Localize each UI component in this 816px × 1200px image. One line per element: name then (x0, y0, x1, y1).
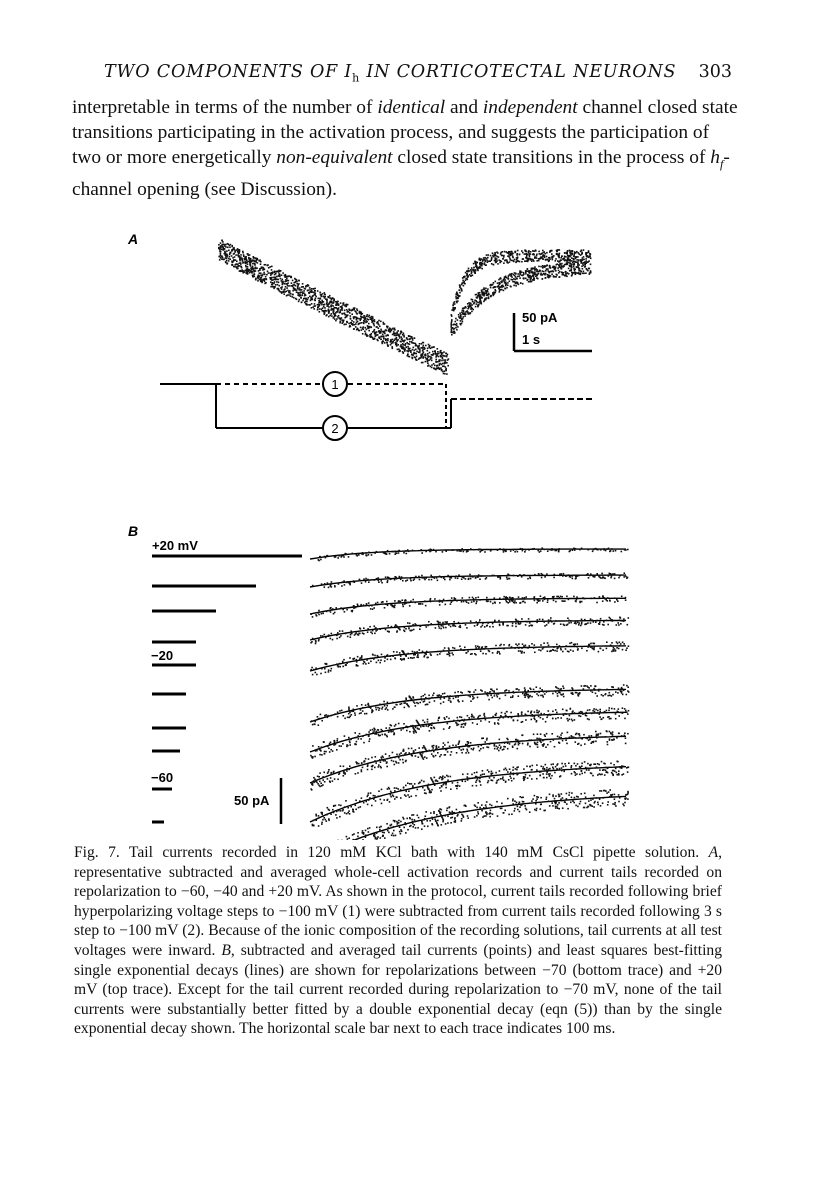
step-top-label: +20 mV (152, 538, 198, 553)
paragraph-line-1: interpretable in terms of the number of identical and independent channel closed state (72, 97, 738, 118)
step-low-label: −60 (151, 770, 174, 785)
protocol-marker-1-label: 1 (331, 377, 339, 392)
page-number: 303 (698, 62, 732, 82)
panel-b-label: B (128, 523, 139, 539)
running-head-title: TWO COMPONENTS OF $I_h$ IN CORTICOTECTAL NEURONS (104, 62, 677, 85)
step-mid-label: −20 (151, 648, 174, 663)
paragraph-line-3: two or more energetically non-equivalent closed state transitions in the process of $h_f-$ (72, 147, 730, 171)
figure-caption: Fig. 7. Tail currents recorded in 120 mM KCl bath with 140 mM CsCl pipette solution. A, representative subtracted and averaged whole-cell activation records and current tails recorded on repolarization to −60, −40 and +20 mV. As shown in the protocol, current tails recorded following brief hyperpolarizing voltage steps to −100 mV (1) were subtracted from current tails recorded following 3 s step to −100 mV (2). Because of the ionic composition of the recording solutions, tail currents at all test voltages were inward. B, subtracted and averaged tail currents (points) and least squares best-fitting single exponential decays (lines) are shown for repolarizations between −70 (bottom trace) and +20 mV (top trace). Except for the tail current recorded during repolarization to −70 mV, none of the tail currents were substantially better fitted by a double exponential decay (eqn (5)) than by the single exponential decay shown. The horizontal scale bar next to each trace indicates 100 ms. (74, 844, 722, 1038)
paragraph-line-4: channel opening (see Discussion). (72, 178, 337, 200)
panel-a-time-scale-label: 1 s (522, 332, 541, 347)
voltage-step-bars (152, 556, 302, 822)
protocol-marker-2-label: 2 (331, 421, 339, 436)
panel-a-current-trace (218, 240, 592, 375)
panel-a-current-scale-label: 50 pA (522, 310, 558, 325)
voltage-protocol (160, 372, 592, 440)
tail-current-traces (310, 547, 630, 840)
paragraph-line-2: transitions participating in the activation process, and suggests the participation of (72, 122, 710, 143)
panel-a-label: A (128, 231, 139, 247)
panel-b-current-scale-label: 50 pA (234, 793, 270, 808)
running-head-subscript: h (352, 71, 361, 85)
